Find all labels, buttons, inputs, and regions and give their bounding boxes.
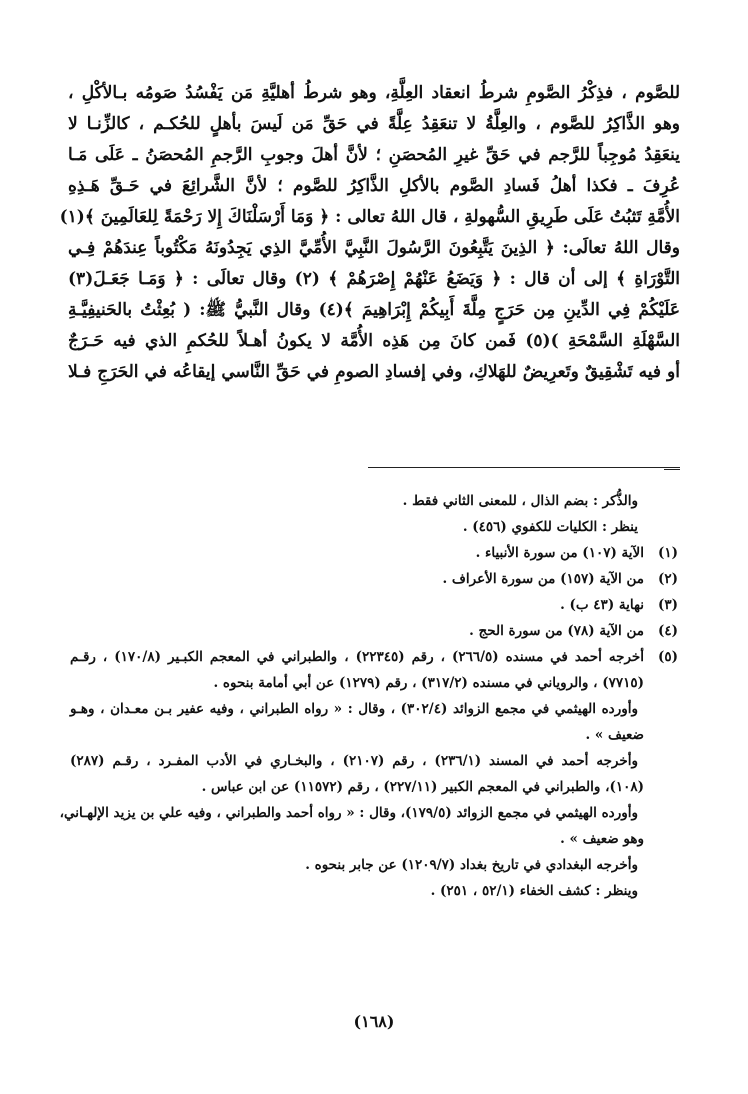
footnote-text: وأخرجه أحمد في المسند (٢٣٦/١) ، رقم (٢١٠٧) ، والبخـاري في الأدب المفـرد ، رقـم (٢٨٧) xyxy=(70,753,638,769)
footnote-text: من الآية (٧٨) من سورة الحج . xyxy=(469,623,644,639)
footnote-line xyxy=(70,670,678,696)
footnote-separator-mark xyxy=(664,469,680,470)
footnotes xyxy=(59,488,678,904)
footnote-number: (٤) xyxy=(657,623,678,639)
footnote-number xyxy=(644,670,678,696)
footnote-text: أخرجه أحمد في مسنده (٢٦٦/٥) ، رقم (٢٢٣٤٥) ، والطبراني في المعجم الكبـير (١٧٠/٨) ، رقـم xyxy=(70,649,645,665)
footnote-line xyxy=(70,592,678,618)
footnote-line xyxy=(70,748,678,774)
main-text-line: للصَّوم ، فذِكْرُ الصَّومِ شرطُ انعقاد العِلَّةِ، وهو شرطُ أهليَّةِ مَن يَفْسُدُ صَومُه بـالأكْلِ ، xyxy=(68,83,680,103)
footnote-text: وأخرجه البغدادي في تاريخ بغداد (١٢٠٩/٧) عن جابر بنحوه . xyxy=(305,857,638,873)
footnote-text: ضعيف » . xyxy=(585,727,644,743)
footnote-text: الآية (١٠٧) من سورة الأنبياء . xyxy=(475,545,644,561)
footnote-number: (١) xyxy=(657,545,678,561)
footnote-line xyxy=(70,540,678,566)
footnote-text: من الآية (١٥٧) من سورة الأعراف . xyxy=(442,571,644,587)
footnote-line xyxy=(70,488,678,514)
footnote-line xyxy=(70,514,678,540)
footnote-text: وهو ضعيف » . xyxy=(560,831,644,847)
footnote-number xyxy=(644,774,678,800)
footnote-number xyxy=(644,748,678,774)
footnote-line xyxy=(70,852,678,878)
footnote-text: نهاية (٤٣ ب) . xyxy=(560,597,644,613)
footnote-text: والذُّكر : بضم الذال ، للمعنى الثاني فقط . xyxy=(402,493,638,509)
footnote-number xyxy=(644,722,678,748)
main-text xyxy=(59,78,680,388)
footnote-line xyxy=(70,644,678,670)
footnote-text: (١٠٨)، والطبراني في المعجم الكبير (٢٢٧/١١) ، رقم (١١٥٧٢) عن ابن عباس . xyxy=(201,779,644,795)
footnote-line xyxy=(70,826,678,852)
footnote-separator xyxy=(368,467,680,468)
footnote-number xyxy=(644,878,678,904)
footnote-text: وأورده الهيثمي في مجمع الزوائد (٣٠٢/٤) ، وقال : « رواه الطبراني ، وفيه عفير بـن معـدان ، وهـو xyxy=(70,701,639,717)
main-text-line: وهو الذَّاكِرُ للصَّوم ، والعِلَّةُ لا تنعَقِدُ عِلَّةً في حَقِّ مَن لَيسَ بأهلٍ للحُكـم ، كالزِّنـا لا xyxy=(68,114,680,134)
main-text-line: عَلَيْكُمْ فِي الدِّينِ مِن حَرَجٍ مِلَّةَ أَبِيكُمْ إِبْرَاهِيمَ ﴾(٤) وقال النَّبيُّ ﷺ: ( بُعِثْتُ بالحَنيفِيَّـةِ xyxy=(68,300,680,320)
footnote-text: (٧٧١٥) ، والروياني في مسنده (٣١٧/٢) ، رقم (١٢٧٩) عن أبي أمامة بنحوه . xyxy=(213,675,644,691)
footnote-number xyxy=(644,488,678,514)
footnote-number: (٣) xyxy=(657,597,678,613)
footnote-number xyxy=(644,800,678,826)
main-text-line: وقال اللهُ تعالَى: ﴿ الذِينَ يَتَّبِعُونَ الرَّسُولَ النَّبِيَّ الأُمِّيَّ الذِي يَجِدُونَهُ مَكْتُوباً عِندَهُمْ فِـي xyxy=(68,238,680,258)
footnote-number xyxy=(644,514,678,540)
footnote-number xyxy=(644,696,678,722)
main-text-line: السَّهْلَةِ السَّمْحَةِ )(٥) فَمن كانَ مِن هَذِه الأُمَّة لا يكونُ أهـلاً للحُكمِ الذي فيه حَـرَجٌ xyxy=(68,331,680,351)
footnote-text: وينظر : كشف الخفاء (٥٢/١ ، ٢٥١) . xyxy=(430,883,638,899)
main-text-line: ينعَقِدُ مُوجِباً للرَّجم في حَقِّ غيرِ المُحصَنِ ؛ لأنَّ أهلَ وجوبِ الرَّجمِ المُحصَنُ ـ عَلَى مَـا xyxy=(68,145,680,165)
footnote-number xyxy=(644,826,678,852)
footnote-line xyxy=(59,800,678,826)
page-number: (١٦٨) xyxy=(353,1012,395,1031)
footnote-line xyxy=(70,774,678,800)
footnote-number: (٥) xyxy=(657,649,678,665)
footnote-text: وأورده الهيثمي في مجمع الزوائد (١٧٩/٥)، وقال : « رواه أحمد والطبراني ، وفيه علي بن يزيد الإلهـاني، xyxy=(59,805,638,821)
main-text-line: الأُمَّةِ تَثبُتُ عَلَى طَرِيقِ السُّهولةِ ، قال اللهُ تعالى : ﴿ وَمَا أَرْسَلْنَاكَ إِلا رَحْمَةً لِلعَالَمِينَ ﴾(١) xyxy=(59,207,680,227)
footnote-text: ينظر : الكليات للكفوي (٤٥٦) . xyxy=(462,519,638,535)
main-text-line: أو فيه تَشْقِيقٌ وتَعرِيضٌ للهَلاكِ، وفي إفسادِ الصومِ في حَقِّ النَّاسي إيقاعُه في الحَرَجِ فـلا xyxy=(68,362,680,382)
main-text-line: التَّوْرَاةِ ﴾ إلى أن قال : ﴿ وَيَضَعُ عَنْهُمْ إِصْرَهُمْ ﴾ (٢) وقال تعالَى : ﴿ وَمَـا جَعَـلَ(٣) xyxy=(68,269,680,289)
footnote-line xyxy=(70,696,678,722)
footnote-line xyxy=(70,566,678,592)
main-text-line: عُرِفَ ـ فكذا أهلُ فَسادِ الصَّوم بالأكلِ الذَّاكِرُ للصَّوم ؛ لأنَّ الشَّرائِعَ في حَـقِّ هَـذِهِ xyxy=(68,176,680,196)
footnote-line xyxy=(70,878,678,904)
footnote-line xyxy=(70,722,678,748)
footnote-line xyxy=(70,618,678,644)
footnote-number: (٢) xyxy=(657,571,678,587)
footnote-number xyxy=(644,852,678,878)
